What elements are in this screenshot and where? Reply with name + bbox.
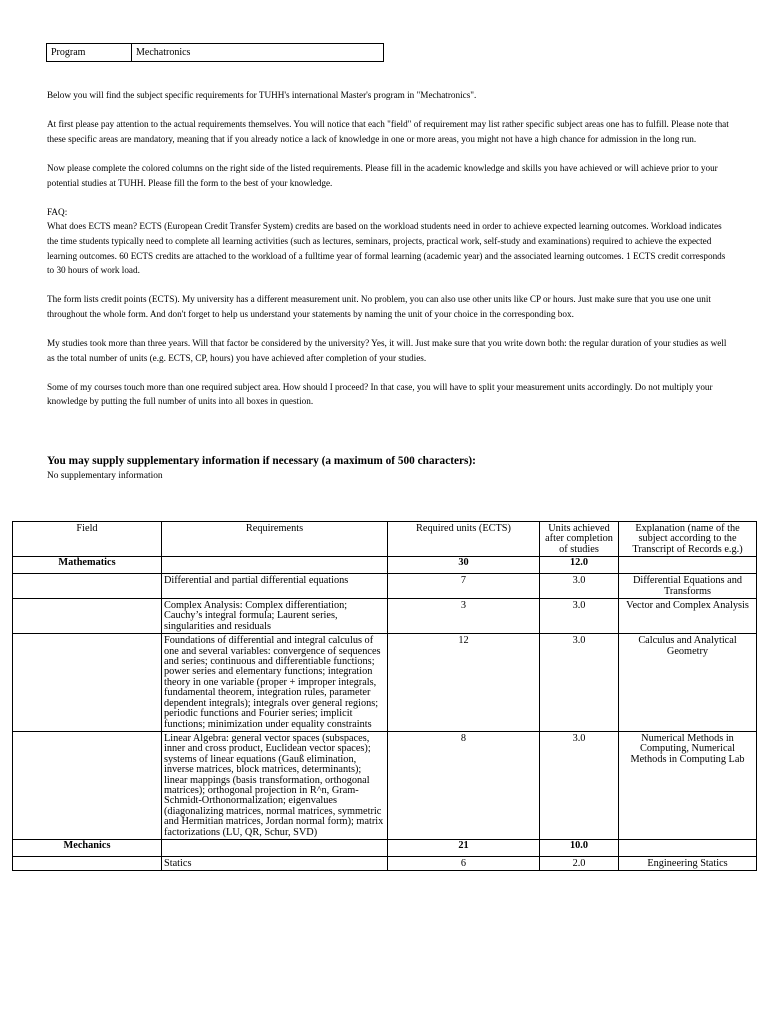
section-row-mechanics	[13, 839, 757, 856]
header-field: Field	[13, 522, 162, 557]
explanation-text: Calculus and Analytical Geometry	[619, 634, 757, 732]
achieved-units-total: 10.0	[540, 839, 619, 856]
requirement-text: Foundations of differential and integral calculus of one and several variables: convergence of sequences and series; continuous and differentiable functions; power series and elementary functions; integration theory in one variable (proper + improper integrals, fundamental theorem, integration rules, parameter dependent integrals); integrals over general regions; periodic functions and Fourier series; implicit functions; minimization under equality constraints	[162, 634, 388, 732]
empty-cell	[13, 634, 162, 732]
required-units: 8	[388, 731, 540, 839]
explanation-text: Engineering Statics	[619, 856, 757, 870]
achieved-units: 3.0	[540, 574, 619, 599]
explanation-text: Vector and Complex Analysis	[619, 599, 757, 634]
achieved-units: 2.0	[540, 856, 619, 870]
header-required-units: Required units (ECTS)	[388, 522, 540, 557]
header-requirements: Requirements	[162, 522, 388, 557]
empty-cell	[13, 731, 162, 839]
program-value: Mechatronics	[132, 44, 384, 62]
faq-label: FAQ:	[47, 206, 68, 217]
header-achieved-units: Units achieved after completion of studies	[540, 522, 619, 557]
required-units-total: 21	[388, 839, 540, 856]
required-units: 7	[388, 574, 540, 599]
header-explanation: Explanation (name of the subject according to the Transcript of Records e.g.)	[619, 522, 757, 557]
intro-paragraph-1: Below you will find the subject specific requirements for TUHH's international Master's program in "Mechatronics".	[47, 90, 477, 100]
empty-cell	[162, 557, 388, 574]
requirement-text: Linear Algebra: general vector spaces (subspaces, inner and cross product, Euclidean vector spaces); systems of linear equations (Gauß elimination, inverse matrices, block matrices, determinants); linear mappings (basis transformation, orthogonal matrices); orthogonal projection in R^n, Gram-Schmidt-Orthonormalization; eigenvalues (diagonalizing matrices, normal matrices, symmetric and Hermitian matrices, Jordan normal form); matrix factorizations (LU, QR, Schur, SVD)	[162, 731, 388, 839]
supplementary-body: No supplementary information	[47, 471, 163, 481]
achieved-units: 3.0	[540, 634, 619, 732]
achieved-units: 3.0	[540, 599, 619, 634]
empty-cell	[13, 574, 162, 599]
faq-item-ects: What does ECTS mean? ECTS (European Credit Transfer System) credits are based on the workload students need in order to achieve expected learning outcomes. Workload indicates the time students typically need to complete all learning activities (such as lectures, seminars, projects, practical work, self-study and examinations) required to achieve the expected learning outcomes. 60 ECTS credits are attached to the workload of a fulltime year of formal learning (academic year) and the associated learning outcomes. 1 ECTS credit corresponds to 30 hours of work load.	[47, 221, 726, 276]
program-label: Program	[47, 44, 132, 62]
intro-paragraph-2: At first please pay attention to the actual requirements themselves. You will notice that each "field" of requirement may list rather specific subject areas one has to fulfill. Please note that these specific areas are mandatory, meaning that if you already notice a lack of knowledge in one or more areas, you might not have a high chance for admission in the long run.	[47, 119, 729, 144]
achieved-units-total: 12.0	[540, 557, 619, 574]
required-units-total: 30	[388, 557, 540, 574]
faq-item-units: The form lists credit points (ECTS). My university has a different measurement unit. No problem, you can also use other units like CP or hours. Just make sure that you use one unit throughout the whole form. And don't forget to help us understand your statements by naming the unit of your choice in the corresponding box.	[47, 294, 711, 319]
explanation-text: Numerical Methods in Computing, Numerical Methods in Computing Lab	[619, 731, 757, 839]
empty-cell	[162, 839, 388, 856]
table-row	[13, 731, 757, 839]
table-row	[13, 634, 757, 732]
intro-paragraph-3: Now please complete the colored columns on the right side of the listed requirements. Please fill in the academic knowledge and skills you have achieved or will achieve prior to your potential studies at TUHH. Please fill the form to the best of your knowledge.	[47, 162, 718, 188]
program-table	[46, 43, 384, 62]
empty-cell	[619, 839, 757, 856]
supplementary-title: You may supply supplementary information if necessary (a maximum of 500 characters):	[47, 455, 476, 467]
section-row-mathematics	[13, 557, 757, 574]
table-header-row	[13, 522, 757, 557]
requirement-text: Complex Analysis: Complex differentiation; Cauchy’s integral formula; Laurent series, singularities and residuals	[162, 599, 388, 634]
field-name: Mathematics	[13, 557, 162, 574]
faq-item-split: Some of my courses touch more than one required subject area. How should I proceed? In that case, you will have to split your measurement units accordingly. Do not multiply your knowledge by putting the full number of units into all boxes in question.	[47, 381, 713, 407]
empty-cell	[619, 557, 757, 574]
required-units: 6	[388, 856, 540, 870]
intro-text	[47, 88, 731, 424]
table-row	[13, 599, 757, 634]
requirement-text: Differential and partial differential equations	[162, 574, 388, 599]
faq-item-duration: My studies took more than three years. Will that factor be considered by the university? Yes, it will. Just make sure that you write down both: the regular duration of your studies as well as the total number of units (e.g. ECTS, CP, hours) you have achieved after completion of your studies.	[47, 338, 727, 363]
table-row	[13, 574, 757, 599]
required-units: 3	[388, 599, 540, 634]
table-row	[13, 856, 757, 870]
required-units: 12	[388, 634, 540, 732]
empty-cell	[13, 599, 162, 634]
empty-cell	[13, 856, 162, 870]
requirements-table	[12, 521, 757, 871]
requirement-text: Statics	[162, 856, 388, 870]
achieved-units: 3.0	[540, 731, 619, 839]
explanation-text: Differential Equations and Transforms	[619, 574, 757, 599]
field-name: Mechanics	[13, 839, 162, 856]
